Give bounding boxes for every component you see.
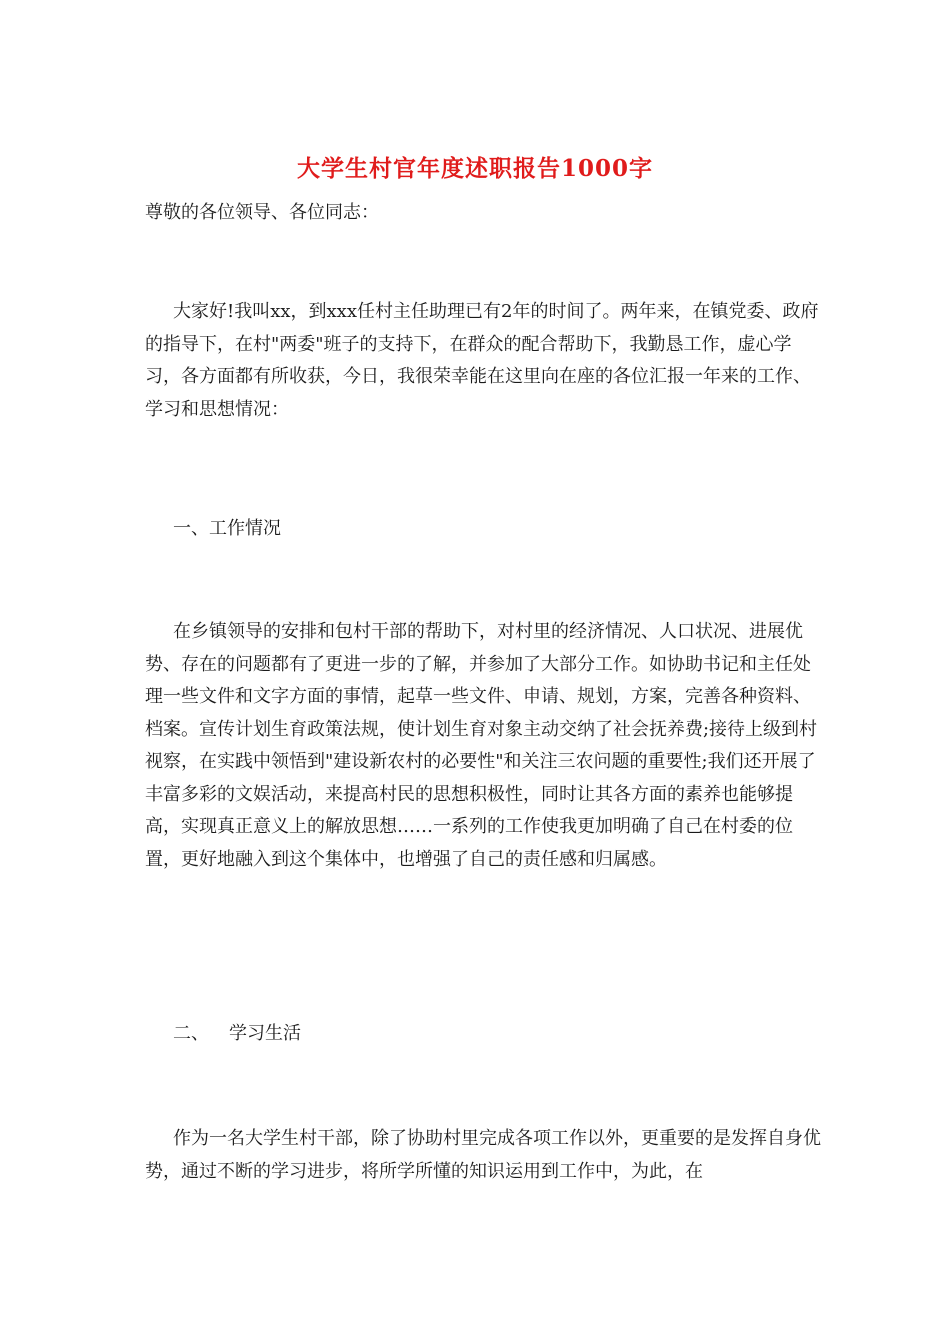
section-1-paragraph: 在乡镇领导的安排和包村干部的帮助下，对村里的经济情况、人口状况、进展优势、存在的问题都有了更进一步的了解，并参加了大部分工作。如协助书记和主任处理一些文件和文字方面的事情，起草一些文件、申请、规划，方案，完善各种资料、档案。宣传计划生育政策法规，使计划生育对象主动交纳了社会抚养费;接待上级到村视察，在实践中领悟到"建设新农村的必要性"和关注三农问题的重要性;我们还开展了丰富多彩的文娱活动，来提高村民的思想积极性，同时让其各方面的素养也能够提高，实现真正意义上的解放思想……一系列的工作使我更加明确了自己在村委的位置，更好地融入到这个集体中，也增强了自己的责任感和归属感。	[145, 621, 818, 870]
section-2-title: 学习生活	[229, 1023, 301, 1044]
document-title: 大学生村官年度述职报告1000字	[296, 155, 653, 182]
intro-paragraph: 大家好!我叫xx，到xxx任村主任助理已有2年的时间了。两年来，在镇党委、政府的指导下，在村"两委"班子的支持下，在群众的配合帮助下，我勤恳工作，虚心学习，各方面都有所收获，今日，我很荣幸能在这里向在座的各位汇报一年来的工作、学习和思想情况：	[145, 301, 819, 420]
salutation: 尊敬的各位领导、各位同志：	[145, 202, 379, 223]
section-2-heading	[173, 1019, 301, 1049]
section-2-paragraph: 作为一名大学生村干部，除了协助村里完成各项工作以外，更重要的是发挥自身优势，通过不断的学习进步，将所学所懂的知识运用到工作中，为此，在	[145, 1128, 821, 1182]
section-2-number: 二、	[173, 1023, 209, 1044]
section-1-heading: 一、工作情况	[173, 518, 281, 539]
